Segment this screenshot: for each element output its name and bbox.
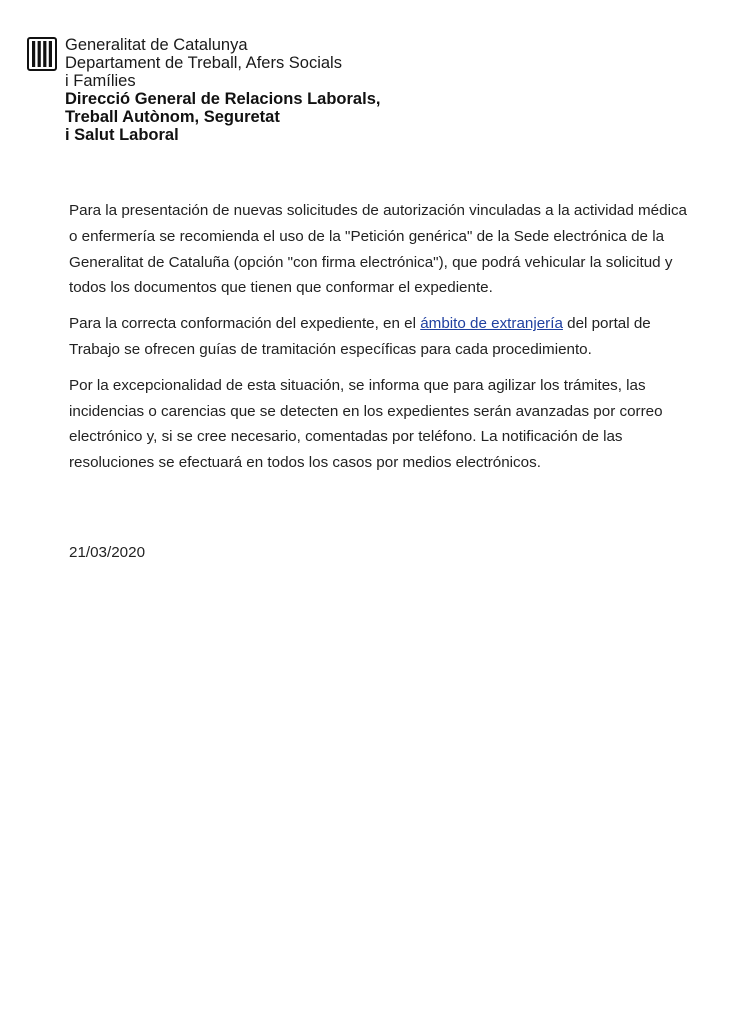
paragraph-line: Para la presentación de nuevas solicitudes de autorización vinculadas a la actividad médica xyxy=(69,202,687,219)
directorate-name-cont2: i Salut Laboral xyxy=(65,126,179,144)
paragraph-line xyxy=(69,311,719,337)
paragraph-line: todos los documentos que tienen que conformar el expediente. xyxy=(69,279,493,297)
document-date: 21/03/2020 xyxy=(69,544,146,561)
directorate-name: Direcció General de Relacions Laborals, xyxy=(65,90,381,108)
paragraph-text: Para la correcta conformación del expediente, en el xyxy=(69,315,421,333)
paragraph-line: Por la excepcionalidad de esta situación, se informa que para agilizar los trámites, las xyxy=(69,376,646,394)
paragraph-text: del portal de xyxy=(562,315,651,333)
extranjeria-link[interactable]: ámbito de extranjería xyxy=(420,315,563,333)
paragraph-2 xyxy=(69,311,719,363)
directorate-name-cont: Treball Autònom, Seguretat xyxy=(65,108,280,126)
generalitat-four-bars-icon xyxy=(27,37,57,71)
paragraph-3 xyxy=(69,373,719,476)
institution-name: Generalitat de Catalunya xyxy=(65,36,248,54)
paragraph-line: incidencias o carencias que se detecten en los expedientes serán avanzadas por correo xyxy=(69,402,663,420)
paragraph-line: Trabajo se ofrecen guías de tramitación específicas para cada procedimiento. xyxy=(69,340,592,358)
department-name-cont: i Famílies xyxy=(65,72,136,90)
document-body xyxy=(69,198,719,486)
paragraph-line: Generalitat de Cataluña (opción "con firma electrónica"), que podrá vehicular la solicitud y xyxy=(69,253,673,271)
paragraph-line: electrónico y, si se cree necesario, comentadas por teléfono. La notificación de las xyxy=(69,428,623,446)
paragraph-line: resoluciones se efectuará en todos los casos por medios electrónicos. xyxy=(69,454,541,472)
paragraph-1 xyxy=(69,198,719,301)
department-name: Departament de Treball, Afers Socials xyxy=(65,54,342,72)
letterhead xyxy=(27,36,380,144)
paragraph-line: o enfermería se recomienda el uso de la "Petición genérica" de la Sede electrónica de la xyxy=(69,227,665,245)
letterhead-text xyxy=(65,36,380,144)
